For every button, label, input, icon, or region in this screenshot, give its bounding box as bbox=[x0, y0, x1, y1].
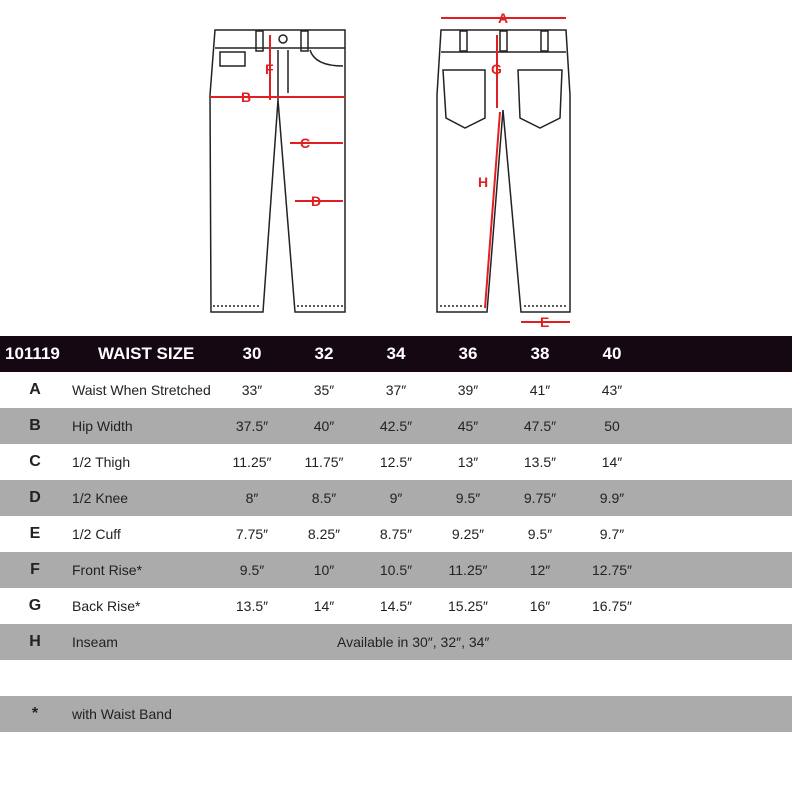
footnote-text: with Waist Band bbox=[72, 706, 172, 722]
size-value: 8″ bbox=[245, 490, 259, 506]
spacer-row bbox=[0, 660, 792, 696]
size-value: 15.25″ bbox=[448, 598, 488, 614]
marker-a: A bbox=[498, 10, 509, 26]
table-row-inseam bbox=[0, 624, 792, 660]
pants-measurement-diagram bbox=[0, 0, 792, 336]
footnote-row bbox=[0, 696, 792, 732]
size-header: 30 bbox=[242, 344, 262, 363]
size-value: 45″ bbox=[457, 418, 479, 434]
size-value: 9.5″ bbox=[455, 490, 481, 506]
row-letter: H bbox=[29, 633, 41, 650]
table-row-d bbox=[0, 480, 792, 516]
row-label: Waist When Stretched bbox=[72, 382, 211, 398]
row-letter: G bbox=[28, 597, 42, 614]
row-label: Back Rise* bbox=[72, 598, 141, 614]
row-letter: E bbox=[29, 525, 41, 542]
size-value: 9.25″ bbox=[451, 526, 485, 542]
row-label: Hip Width bbox=[72, 418, 133, 434]
size-value: 12.75″ bbox=[592, 562, 632, 578]
size-value: 8.25″ bbox=[307, 526, 341, 542]
size-value: 13.5″ bbox=[235, 598, 269, 614]
size-header: 34 bbox=[386, 344, 406, 363]
marker-c: C bbox=[300, 135, 311, 151]
row-letter: A bbox=[29, 381, 41, 398]
size-header: 36 bbox=[458, 344, 478, 363]
table-row-g bbox=[0, 588, 792, 624]
size-value: 39″ bbox=[457, 382, 479, 398]
size-header: 38 bbox=[530, 344, 550, 363]
size-value: 12″ bbox=[529, 562, 551, 578]
size-value: 40″ bbox=[313, 418, 335, 434]
row-letter: D bbox=[29, 489, 41, 506]
size-value: 9.9″ bbox=[599, 490, 625, 506]
marker-h: H bbox=[478, 174, 489, 190]
marker-e: E bbox=[540, 314, 550, 330]
row-letter: B bbox=[29, 417, 41, 434]
size-value: 9.7″ bbox=[599, 526, 625, 542]
row-label: 1/2 Knee bbox=[72, 490, 129, 506]
size-value: 14″ bbox=[313, 598, 335, 614]
size-value: 37″ bbox=[385, 382, 407, 398]
size-header: 40 bbox=[602, 344, 622, 363]
size-value: 12.5″ bbox=[379, 454, 413, 470]
size-value: 9.75″ bbox=[523, 490, 557, 506]
size-value: 9.5″ bbox=[527, 526, 553, 542]
marker-b: B bbox=[241, 89, 252, 105]
size-chart-table bbox=[0, 336, 792, 732]
size-value: 13″ bbox=[457, 454, 479, 470]
row-letter: F bbox=[30, 561, 40, 578]
size-value: 33″ bbox=[241, 382, 263, 398]
row-label: 1/2 Cuff bbox=[72, 526, 121, 542]
size-value: 37.5″ bbox=[235, 418, 269, 434]
size-value: 16″ bbox=[529, 598, 551, 614]
inseam-availability: Available in 30″, 32″, 34″ bbox=[337, 634, 490, 650]
size-value: 43″ bbox=[601, 382, 623, 398]
size-value: 41″ bbox=[529, 382, 551, 398]
waist-size-heading: WAIST SIZE bbox=[98, 344, 195, 363]
size-value: 11.25″ bbox=[232, 454, 272, 470]
marker-g: G bbox=[491, 61, 502, 77]
size-value: 9.5″ bbox=[239, 562, 265, 578]
front-pants-drawing bbox=[210, 30, 345, 312]
row-label: Front Rise* bbox=[72, 562, 143, 578]
size-value: 8.75″ bbox=[379, 526, 413, 542]
back-pants-drawing bbox=[437, 30, 570, 312]
size-value: 50 bbox=[604, 418, 620, 434]
row-letter: C bbox=[29, 453, 41, 470]
measurement-markers bbox=[210, 10, 570, 330]
table-row-f bbox=[0, 552, 792, 588]
row-label: Inseam bbox=[72, 634, 118, 650]
table-row-a bbox=[0, 372, 792, 408]
product-code: 101119 bbox=[5, 344, 60, 363]
size-value: 9″ bbox=[389, 490, 403, 506]
size-value: 13.5″ bbox=[523, 454, 557, 470]
table-row-e bbox=[0, 516, 792, 552]
size-value: 47.5″ bbox=[523, 418, 557, 434]
size-value: 7.75″ bbox=[235, 526, 269, 542]
size-value: 11.25″ bbox=[448, 562, 488, 578]
size-value: 10.5″ bbox=[379, 562, 413, 578]
size-value: 42.5″ bbox=[379, 418, 413, 434]
row-label: 1/2 Thigh bbox=[72, 454, 131, 470]
size-value: 8.5″ bbox=[311, 490, 337, 506]
size-value: 14.5″ bbox=[379, 598, 413, 614]
size-value: 11.75″ bbox=[304, 454, 344, 470]
size-value: 10″ bbox=[313, 562, 335, 578]
marker-f: F bbox=[265, 61, 274, 77]
marker-d: D bbox=[311, 193, 322, 209]
table-header bbox=[0, 336, 792, 372]
footnote-marker: * bbox=[31, 705, 39, 722]
size-value: 14″ bbox=[601, 454, 623, 470]
table-row-c bbox=[0, 444, 792, 480]
size-value: 16.75″ bbox=[592, 598, 632, 614]
size-header: 32 bbox=[314, 344, 334, 363]
table-row-b bbox=[0, 408, 792, 444]
size-value: 35″ bbox=[313, 382, 335, 398]
